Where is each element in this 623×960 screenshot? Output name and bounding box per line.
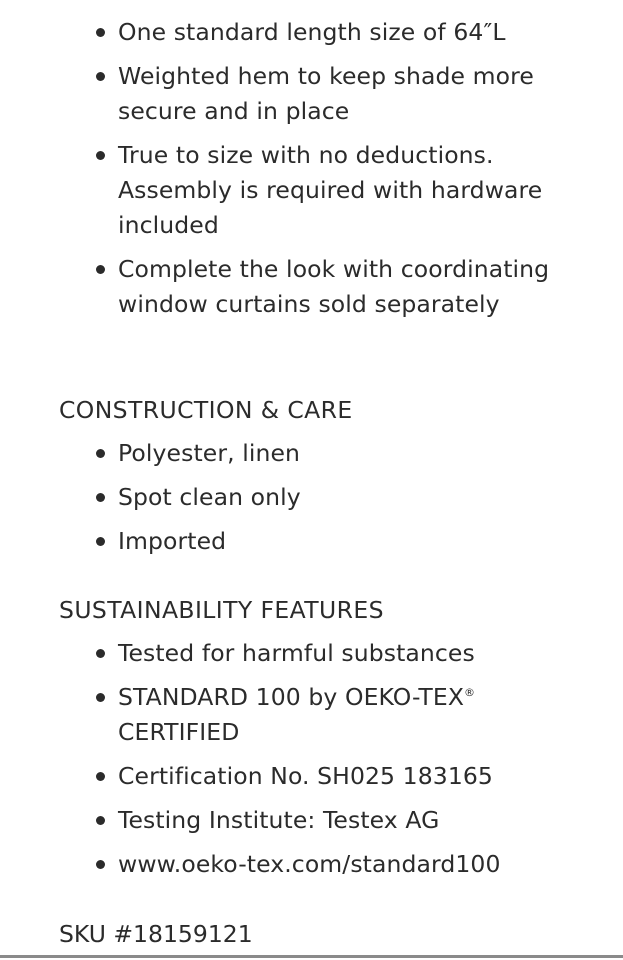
list-item xyxy=(0,480,623,515)
list-item xyxy=(0,636,623,671)
registered-mark: ® xyxy=(464,686,476,700)
list-item-text: Imported xyxy=(118,527,227,555)
sustainability-list xyxy=(0,636,623,891)
bullet-icon xyxy=(96,151,105,160)
bullet-icon xyxy=(96,493,105,502)
construction-care-list xyxy=(0,436,623,568)
sku-number: SKU #18159121 xyxy=(59,920,253,948)
list-item xyxy=(0,59,623,129)
bullet-icon xyxy=(96,72,105,81)
bullet-icon xyxy=(96,449,105,458)
list-item xyxy=(0,138,623,243)
bullet-icon xyxy=(96,28,105,37)
list-item-text: One standard length size of 64″L xyxy=(118,18,506,46)
bullet-icon xyxy=(96,265,105,274)
bullet-icon xyxy=(96,537,105,546)
list-item xyxy=(0,680,623,750)
list-item-text: Certification No. SH025 183165 xyxy=(118,762,493,790)
list-item-text: Testing Institute: Testex AG xyxy=(118,806,440,834)
bullet-icon xyxy=(96,649,105,658)
list-item-text: True to size with no deductions. Assembly is required with hardware included xyxy=(118,141,543,239)
construction-care-heading: CONSTRUCTION & CARE xyxy=(59,396,353,424)
list-item-text: www.oeko-tex.com/standard100 xyxy=(118,850,501,878)
list-item-text: Complete the look with coordinating window curtains sold separately xyxy=(118,255,550,318)
list-item xyxy=(0,252,623,322)
certified-text: CERTIFIED xyxy=(118,718,240,746)
list-item xyxy=(0,803,623,838)
list-item xyxy=(0,759,623,794)
list-item-text: Tested for harmful substances xyxy=(118,639,475,667)
bullet-icon xyxy=(96,693,105,702)
list-item-text: Polyester, linen xyxy=(118,439,301,467)
sustainability-heading: SUSTAINABILITY FEATURES xyxy=(59,596,384,624)
bullet-icon xyxy=(96,816,105,825)
list-item-text: Weighted hem to keep shade more secure and in place xyxy=(118,62,534,125)
divider xyxy=(0,955,623,958)
list-item xyxy=(0,847,623,882)
oeko-tex-standard-text: STANDARD 100 by OEKO-TEX xyxy=(118,683,465,711)
product-features-list xyxy=(0,15,623,331)
list-item xyxy=(0,436,623,471)
list-item-text: Spot clean only xyxy=(118,483,301,511)
list-item xyxy=(0,15,623,50)
list-item-text xyxy=(118,683,475,746)
list-item xyxy=(0,524,623,559)
bullet-icon xyxy=(96,772,105,781)
bullet-icon xyxy=(96,860,105,869)
